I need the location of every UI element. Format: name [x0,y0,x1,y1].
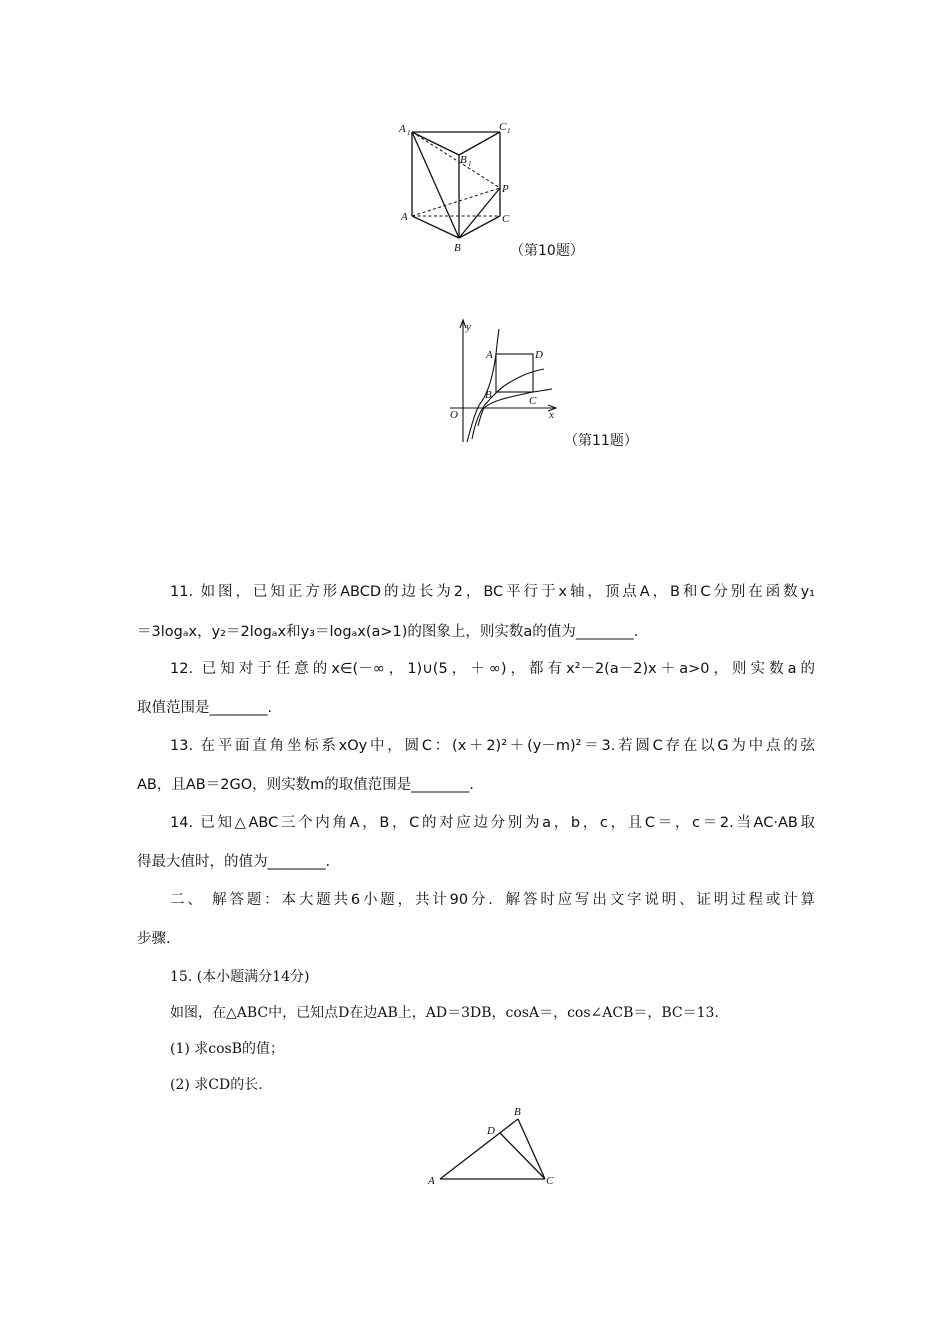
fig11-label-x: x [549,409,554,421]
figure-11 [440,314,570,449]
figure-11-caption: （第11题） [564,433,638,449]
question-15-stem: 如图，在△ABC中，已知点D在边AB上，AD＝3DB，cosA＝，cos∠ACB＝，BC＝13. [170,1005,719,1021]
fig11-label-D: D [535,349,543,361]
fig10-label-A1: A [399,123,406,135]
question-12-line-2: 取值范围是________. [137,700,273,716]
fig11-label-O: O [450,409,458,421]
fig10-label-C1: C [499,121,507,133]
section-2-heading-line-1: 二、 解答题：本大题共6小题，共计90分．解答时应写出文字说明、证明过程或计算 [170,892,815,908]
fig15-label-B: B [514,1106,521,1118]
figure-10-caption: （第10题） [510,243,584,259]
svg-text:1: 1 [407,129,411,137]
fig15-label-C: C [546,1175,554,1187]
question-11-line-1: 11. 如图，已知正方形ABCD的边长为2，BC平行于x轴，顶点A，B和C分别在函数y₁ [170,584,815,600]
question-12-line-1: 12. 已知对于任意的x∈(－∞，1)∪(5，＋∞)，都有x²－2(a－2)x＋a>0，则实数a的 [170,661,815,677]
fig15-label-A: A [428,1175,435,1187]
question-15-part-2: (2) 求CD的长. [170,1077,263,1093]
question-13-line-1: 13. 在平面直角坐标系xOy中，圆C：(x＋2)²＋(y－m)²＝3.若圆C存在以G为中点的弦 [170,738,815,754]
figure-10 [396,120,526,255]
question-15-header: 15. (本小题满分14分) [170,969,310,985]
section-2-heading-line-2: 步骤. [137,931,171,947]
question-15-part-1: (1) 求cosB的值； [170,1041,285,1057]
fig11-label-B: B [485,389,492,401]
fig11-label-C: C [529,395,537,407]
fig10-label-B1: B [460,154,467,166]
question-14-line-2: 得最大值时，的值为________. [137,854,331,870]
svg-text:1: 1 [507,127,511,135]
figure-15 [424,1102,564,1192]
fig10-label-A: A [401,211,408,223]
fig11-label-A: A [486,349,493,361]
fig10-label-B: B [454,242,461,254]
question-13-line-2: AB，且AB＝2GO，则实数m的取值范围是________. [137,777,474,793]
fig10-label-P: P [502,183,509,195]
question-11-line-2: ＝3logₐx，y₂＝2logₐx和y₃＝logₐx(a>1)的图象上，则实数a的值为________. [137,624,639,640]
question-14-line-1: 14. 已知△ABC三个内角A，B，C的对应边分别为a，b，c，且C＝，c＝2.当AC·AB取 [170,815,815,831]
fig10-label-C: C [502,213,510,225]
fig15-label-D: D [487,1125,495,1137]
svg-text:1: 1 [468,160,472,168]
fig11-label-y: y [466,321,471,333]
